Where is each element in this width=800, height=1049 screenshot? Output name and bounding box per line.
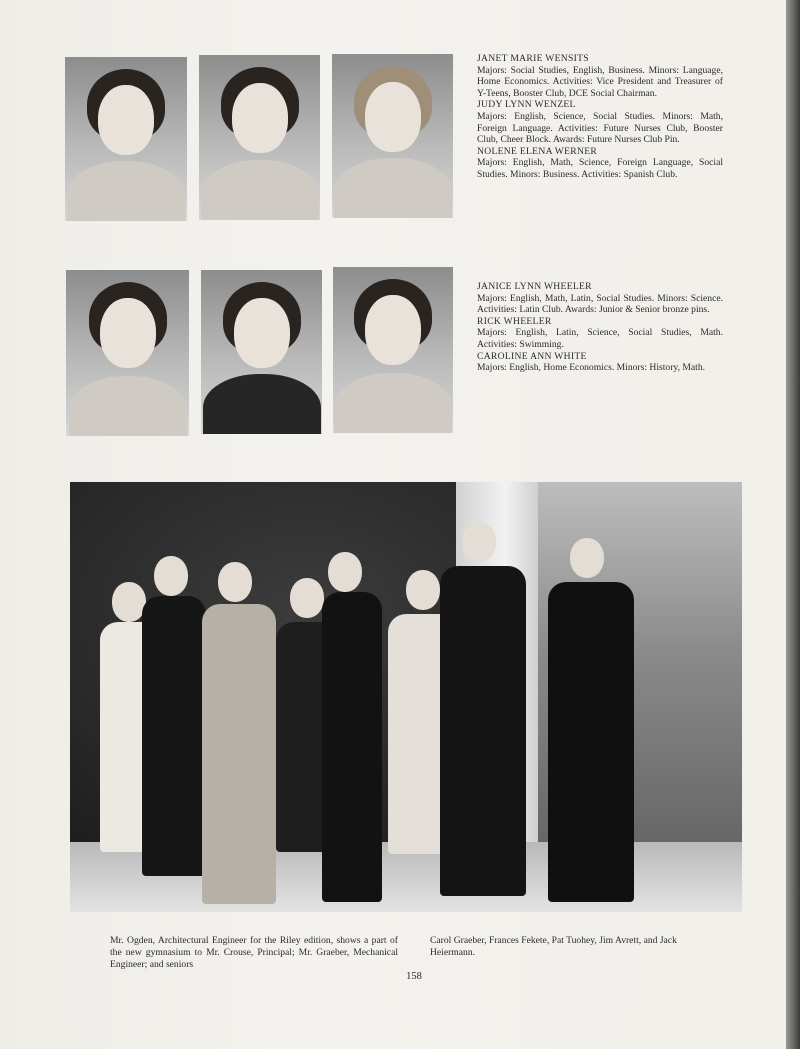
portrait-photo-1 <box>65 57 187 221</box>
book-spine <box>786 0 800 1049</box>
portrait-photo-3 <box>332 54 453 218</box>
portrait-photo-2 <box>199 55 320 220</box>
portrait-photo-6 <box>333 267 453 433</box>
bio-block-row1 <box>477 53 723 181</box>
group-photo <box>70 482 742 912</box>
photo-caption-right: Carol Graeber, Frances Fekete, Pat Tuohey, Jim Avrett, and Jack Heiermann. <box>430 935 677 958</box>
student-details: Majors: English, Home Economics. Minors: History, Math. <box>477 362 706 374</box>
student-details: Majors: English, Science, Social Studies. Minors: Math, Foreign Language. Activities: Future Nurses Club, Booster Club, Cheer Block. Awards: Future Nurses Club Pin. <box>477 110 723 146</box>
portrait-photo-5 <box>201 270 322 434</box>
page-number: 158 <box>406 971 422 982</box>
student-details: Majors: English, Math, Latin, Social Studies. Minors: Science. Activities: Latin Club. Awards: Junior & Senior bronze pins. <box>477 292 723 316</box>
bio-block-row2 <box>477 281 723 374</box>
photo-caption-left: Mr. Ogden, Architectural Engineer for the Riley edition, shows a part of the new gymnasium to Mr. Crouse, Principal; Mr. Graeber, Mechanical Engineer; and seniors <box>110 935 398 970</box>
student-name: JANICE LYNN WHEELER <box>477 281 592 292</box>
student-details: Majors: Social Studies, English, Business. Minors: Language, Home Economics. Activities: Vice President and Treasurer of Y-Teens, Booster Club, DCE Social Chairman. <box>477 64 723 99</box>
student-name: CAROLINE ANN WHITE <box>477 350 587 362</box>
student-details: Majors: English, Latin, Science, Social Studies, Math. Activities: Swimming. <box>477 327 723 350</box>
student-name: RICK WHEELER <box>477 315 552 327</box>
student-name: JANET MARIE WENSITS <box>477 53 589 64</box>
student-name: JUDY LYNN WENZEL <box>477 99 576 111</box>
student-name: NOLENE ELENA WERNER <box>477 145 598 157</box>
portrait-photo-4 <box>66 270 189 436</box>
student-details: Majors: English, Math, Science, Foreign Language, Social Studies. Minors: Business. Activities: Spanish Club. <box>477 157 723 180</box>
